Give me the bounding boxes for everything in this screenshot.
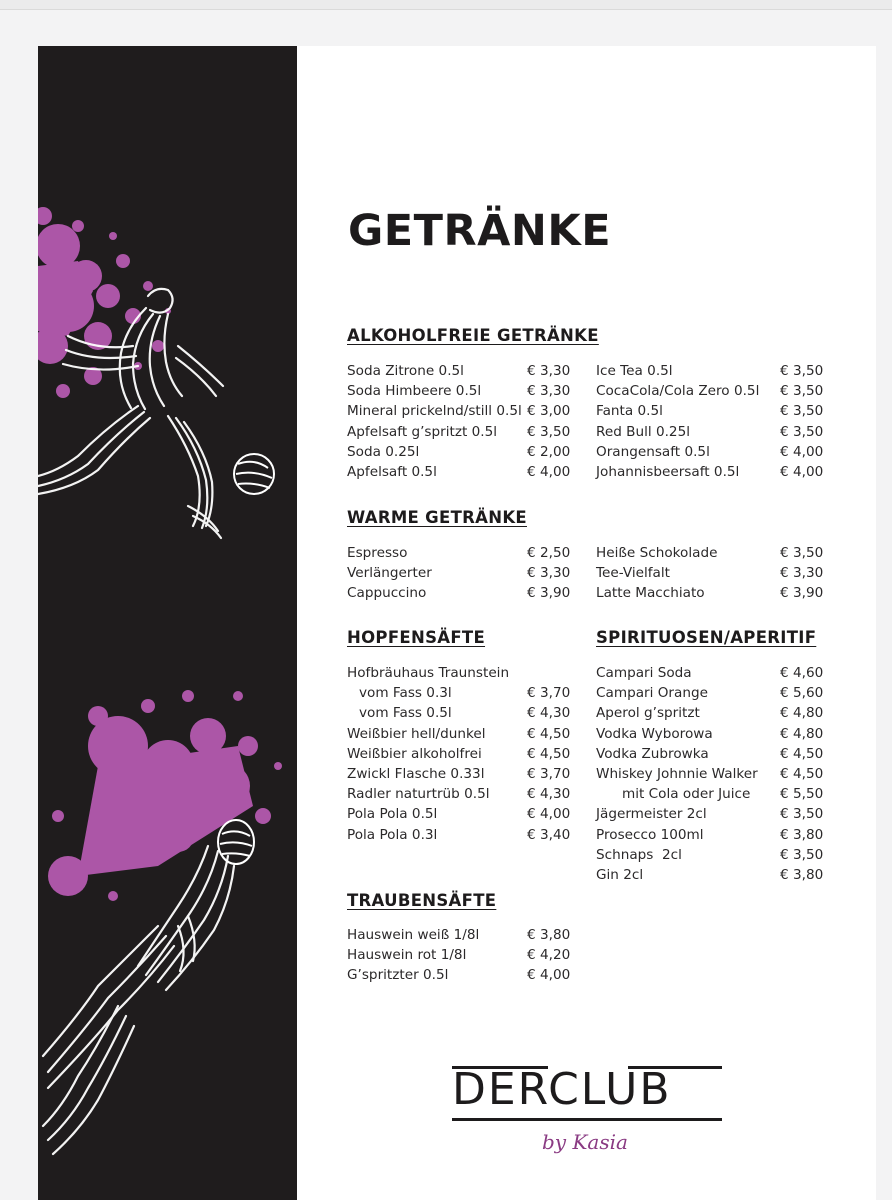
item-name: Soda Himbeere 0.5l [347, 383, 482, 400]
item-name: Espresso [347, 545, 408, 561]
item-name: Mineral prickelnd/still 0.5l [347, 403, 522, 420]
item-price: € 4,80 [780, 725, 824, 742]
item-name: vom Fass 0.3l [359, 685, 452, 702]
section-heading-trauben: TRAUBENSÄFTE [347, 891, 497, 910]
item-name: G’spritzter 0.5l [347, 967, 449, 984]
item-name: Vodka Zubrowka [596, 745, 709, 762]
item-name: Red Bull 0.25l [596, 423, 691, 440]
item-price: € 3,50 [780, 383, 824, 400]
page-title: GETRÄNKE [348, 206, 612, 256]
item-name: Weißbier alkoholfrei [347, 745, 482, 762]
item-name: Schnaps 2cl [596, 846, 682, 863]
logo-subtitle: by Kasia [542, 1130, 628, 1154]
item-price: € 3,90 [527, 585, 571, 602]
item-name: Apfelsaft 0.5l [347, 463, 437, 480]
item-price: € 4,00 [780, 463, 824, 480]
item-price: € 3,70 [527, 685, 571, 702]
item-name: Vodka Wyborowa [596, 725, 713, 742]
item-price: € 3,80 [527, 927, 571, 943]
item-name: Campari Orange [596, 685, 708, 702]
item-price: € 3,80 [780, 866, 824, 883]
item-price: € 3,50 [780, 423, 824, 440]
item-name: Hauswein rot 1/8l [347, 947, 467, 964]
item-name: Cappuccino [347, 585, 427, 602]
item-price: € 4,50 [780, 765, 824, 782]
item-price: € 3,90 [780, 585, 824, 602]
item-name: Johannisbeersaft 0.5l [596, 463, 740, 480]
item-price: € 4,50 [780, 745, 824, 762]
item-price: € 5,50 [780, 786, 824, 803]
item-price: € 3,80 [780, 826, 824, 843]
item-price: € 3,30 [527, 565, 571, 582]
item-price: € 3,30 [780, 565, 824, 582]
item-price: € 3,50 [780, 545, 824, 561]
item-price: € 5,60 [780, 685, 824, 702]
item-price: € 4,60 [780, 665, 824, 681]
item-price: € 3,30 [527, 363, 571, 379]
section-heading-warm: WARME GETRÄNKE [347, 508, 527, 527]
item-price: € 3,50 [780, 363, 824, 379]
item-price: € 4,00 [780, 443, 824, 460]
item-name: vom Fass 0.5l [359, 705, 452, 722]
item-price: € 3,50 [780, 403, 824, 420]
item-name: Pola Pola 0.5l [347, 806, 438, 823]
item-price: € 4,50 [527, 745, 571, 762]
menu-content [38, 46, 876, 1200]
item-name: Fanta 0.5l [596, 403, 663, 420]
item-name: Heiße Schokolade [596, 545, 718, 561]
item-price: € 3,70 [527, 765, 571, 782]
item-price: € 2,00 [527, 443, 571, 460]
item-price: € 4,30 [527, 705, 571, 722]
item-name: Prosecco 100ml [596, 826, 704, 843]
item-name: Gin 2cl [596, 866, 644, 883]
item-name: Aperol g’spritzt [596, 705, 700, 722]
item-name: Soda 0.25l [347, 443, 420, 460]
section-heading-alkoholfrei: ALKOHOLFREIE GETRÄNKE [347, 326, 599, 345]
derclub-logo [452, 1056, 732, 1176]
item-price: € 3,50 [780, 806, 824, 823]
section-heading-hopfen: HOPFENSÄFTE [347, 628, 486, 647]
item-name: Orangensaft 0.5l [596, 443, 710, 460]
item-price: € 3,30 [527, 383, 571, 400]
item-price: € 4,80 [780, 705, 824, 722]
item-price: € 3,40 [527, 826, 571, 843]
section-heading-spirituosen: SPIRITUOSEN/APERITIF [596, 628, 817, 647]
item-name: Apfelsaft g’spritzt 0.5l [347, 423, 498, 440]
item-price: € 4,00 [527, 463, 571, 480]
item-name: Campari Soda [596, 665, 692, 681]
item-price: € 3,00 [527, 403, 571, 420]
logo-wordmark: DERCLUB [452, 1064, 672, 1115]
item-price: € 4,30 [527, 786, 571, 803]
window-top-bar [0, 0, 892, 10]
item-name: Radler naturtrüb 0.5l [347, 786, 490, 803]
item-price: € 3,50 [780, 846, 824, 863]
item-name: Pola Pola 0.3l [347, 826, 438, 843]
item-price: € 3,50 [527, 423, 571, 440]
item-name: CocaCola/Cola Zero 0.5l [596, 383, 760, 400]
logo-rule [452, 1118, 722, 1121]
item-name: Whiskey Johnnie Walker [596, 765, 758, 782]
item-name: Jägermeister 2cl [596, 806, 707, 823]
item-price: € 2,50 [527, 545, 571, 561]
item-name: Hauswein weiß 1/8l [347, 927, 480, 943]
item-price: € 4,00 [527, 806, 571, 823]
item-name: Ice Tea 0.5l [596, 363, 673, 379]
item-price: € 4,50 [527, 725, 571, 742]
item-name: Soda Zitrone 0.5l [347, 363, 464, 379]
menu-page [38, 46, 876, 1200]
item-name: Verlängerter [347, 565, 432, 582]
item-name: Hofbräuhaus Traunstein [347, 665, 510, 681]
item-name: Weißbier hell/dunkel [347, 725, 486, 742]
item-name: mit Cola oder Juice [622, 786, 751, 803]
item-name: Zwickl Flasche 0.33l [347, 765, 485, 782]
item-price: € 4,20 [527, 947, 571, 964]
item-name: Latte Macchiato [596, 585, 705, 602]
item-price: € 4,00 [527, 967, 571, 984]
item-name: Tee-Vielfalt [596, 565, 670, 582]
